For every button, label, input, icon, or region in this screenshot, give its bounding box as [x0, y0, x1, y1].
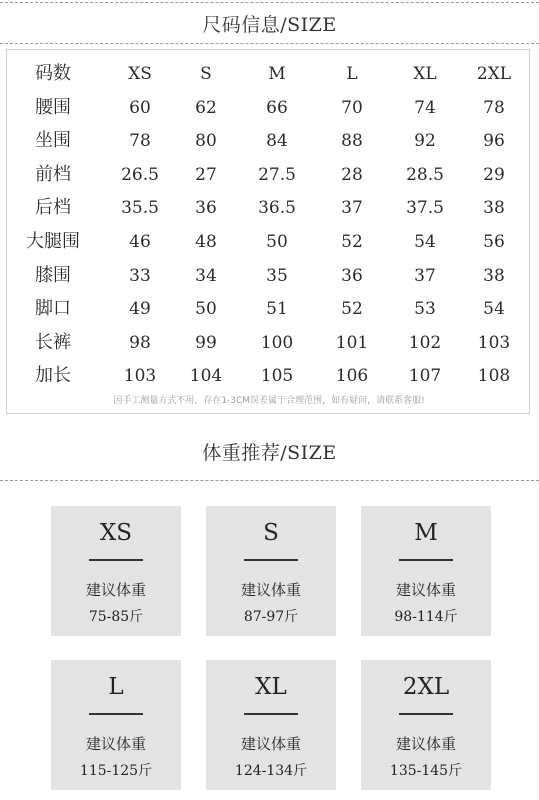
table-row: [7, 191, 531, 225]
table-cell: 105: [260, 366, 294, 387]
weight-title-dashed-divider: [0, 480, 539, 481]
table-cell: 99: [195, 332, 217, 353]
card-divider: [244, 713, 298, 715]
row-label-cell: 大腿围: [26, 231, 80, 252]
table-cell: 48: [195, 232, 217, 252]
table-cell: 36.5: [258, 198, 296, 219]
table-cell: 98: [129, 332, 151, 353]
table-cell: 27: [195, 164, 217, 185]
header-cell: 2XL: [476, 64, 512, 84]
row-label-cell: 坐围: [35, 130, 71, 152]
header-cell: 码数: [35, 63, 71, 84]
table-cell: 51: [266, 299, 288, 320]
row-label-cell: 加长: [35, 365, 71, 387]
table-row: [7, 259, 531, 293]
table-cell: 80: [195, 131, 217, 152]
table-row: [7, 292, 531, 326]
table-cell: 70: [341, 97, 363, 118]
table-cell: 52: [341, 299, 363, 320]
card-divider: [399, 559, 453, 561]
table-cell: 108: [477, 366, 511, 387]
table-cell: 46: [129, 232, 151, 252]
table-cell: 78: [129, 131, 151, 152]
table-cell: 92: [414, 131, 436, 152]
card-size: L: [108, 674, 124, 700]
table-cell: 78: [483, 97, 505, 118]
table-cell: 33: [129, 265, 151, 286]
card-label: 建议体重: [85, 581, 146, 599]
table-cell: 54: [414, 232, 436, 252]
table-row: [7, 225, 531, 259]
row-label-cell: 后档: [35, 197, 71, 219]
header-cell: M: [268, 64, 286, 84]
table-cell: 66: [266, 97, 288, 118]
table-row: [7, 326, 531, 360]
weight-card: [51, 506, 181, 636]
card-divider: [399, 713, 453, 715]
table-cell: 26.5: [121, 164, 159, 185]
table-cell: 37: [341, 198, 363, 219]
row-label-cell: 长裤: [35, 331, 71, 353]
table-row: [7, 359, 531, 393]
table-cell: 36: [195, 198, 217, 219]
table-row: [7, 124, 531, 158]
table-cell: 74: [414, 97, 436, 118]
card-size: S: [263, 520, 279, 546]
measurement-note: 因手工测量方式不用，存在1-3CM误差属于合理范围，如有疑问，请联系客服!: [113, 396, 425, 406]
table-cell: 38: [483, 198, 505, 219]
card-weight-range: 124-134斤: [234, 763, 308, 779]
card-weight-range: 87-97斤: [243, 609, 299, 625]
table-row: [7, 158, 531, 192]
header-cell: XL: [413, 64, 437, 84]
row-label-cell: 膝围: [35, 264, 71, 286]
card-size: M: [414, 520, 438, 546]
table-cell: 37.5: [406, 198, 444, 219]
table-cell: 37: [414, 265, 436, 286]
table-cell: 104: [189, 366, 223, 387]
card-divider: [89, 559, 143, 561]
card-divider: [244, 559, 298, 561]
weight-card: [206, 506, 336, 636]
table-cell: 96: [483, 131, 505, 152]
table-cell: 53: [414, 299, 436, 320]
row-label-cell: 前档: [35, 163, 71, 185]
table-cell: 62: [195, 97, 217, 118]
table-cell: 107: [408, 366, 442, 387]
table-cell: 106: [335, 366, 369, 387]
card-divider: [89, 713, 143, 715]
table-cell: 29: [483, 164, 505, 185]
size-title-dashed-divider: [0, 43, 539, 44]
table-cell: 103: [477, 332, 511, 353]
table-cell: 60: [129, 97, 151, 118]
size-chart-table: [6, 49, 530, 414]
table-cell: 50: [195, 299, 217, 320]
table-cell: 54: [483, 299, 505, 320]
table-row: [7, 91, 531, 125]
card-size: XL: [255, 674, 287, 700]
card-weight-range: 135-145斤: [389, 763, 463, 779]
table-cell: 49: [129, 299, 151, 320]
table-cell: 103: [123, 366, 157, 387]
table-cell: 56: [483, 232, 505, 252]
table-cell: 28: [341, 164, 363, 185]
table-cell: 88: [341, 131, 363, 152]
card-weight-range: 115-125斤: [79, 763, 153, 779]
card-label: 建议体重: [240, 735, 301, 753]
table-cell: 84: [266, 131, 288, 152]
table-cell: 35.5: [121, 198, 159, 219]
weight-section-title: 体重推荐/SIZE: [202, 442, 337, 464]
header-cell: S: [200, 64, 212, 84]
weight-card: [206, 660, 336, 790]
table-cell: 50: [266, 232, 288, 252]
card-weight-range: 98-114斤: [394, 609, 458, 625]
card-weight-range: 75-85斤: [88, 609, 144, 625]
row-label-cell: 腰围: [35, 96, 71, 118]
table-cell: 100: [260, 332, 294, 353]
card-label: 建议体重: [240, 581, 301, 599]
table-cell: 101: [335, 332, 369, 353]
table-cell: 28.5: [406, 164, 444, 185]
card-label: 建议体重: [395, 735, 456, 753]
table-cell: 102: [408, 332, 442, 353]
table-cell: 52: [341, 232, 363, 252]
table-cell: 34: [195, 265, 217, 286]
table-cell: 38: [483, 265, 505, 286]
card-label: 建议体重: [85, 735, 146, 753]
card-label: 建议体重: [395, 581, 456, 599]
header-cell: L: [346, 64, 358, 84]
top-dashed-divider: [0, 2, 539, 3]
table-cell: 27.5: [258, 164, 296, 185]
weight-card: [361, 660, 491, 790]
header-cell: XS: [128, 64, 152, 84]
table-cell: 35: [266, 265, 288, 286]
weight-card: [51, 660, 181, 790]
table-header-row: [7, 57, 531, 91]
size-section-title: 尺码信息/SIZE: [202, 14, 337, 36]
table-cell: 36: [341, 265, 363, 286]
row-label-cell: 脚口: [35, 298, 71, 320]
card-size: 2XL: [402, 674, 450, 700]
weight-card: [361, 506, 491, 636]
card-size: XS: [99, 520, 133, 546]
